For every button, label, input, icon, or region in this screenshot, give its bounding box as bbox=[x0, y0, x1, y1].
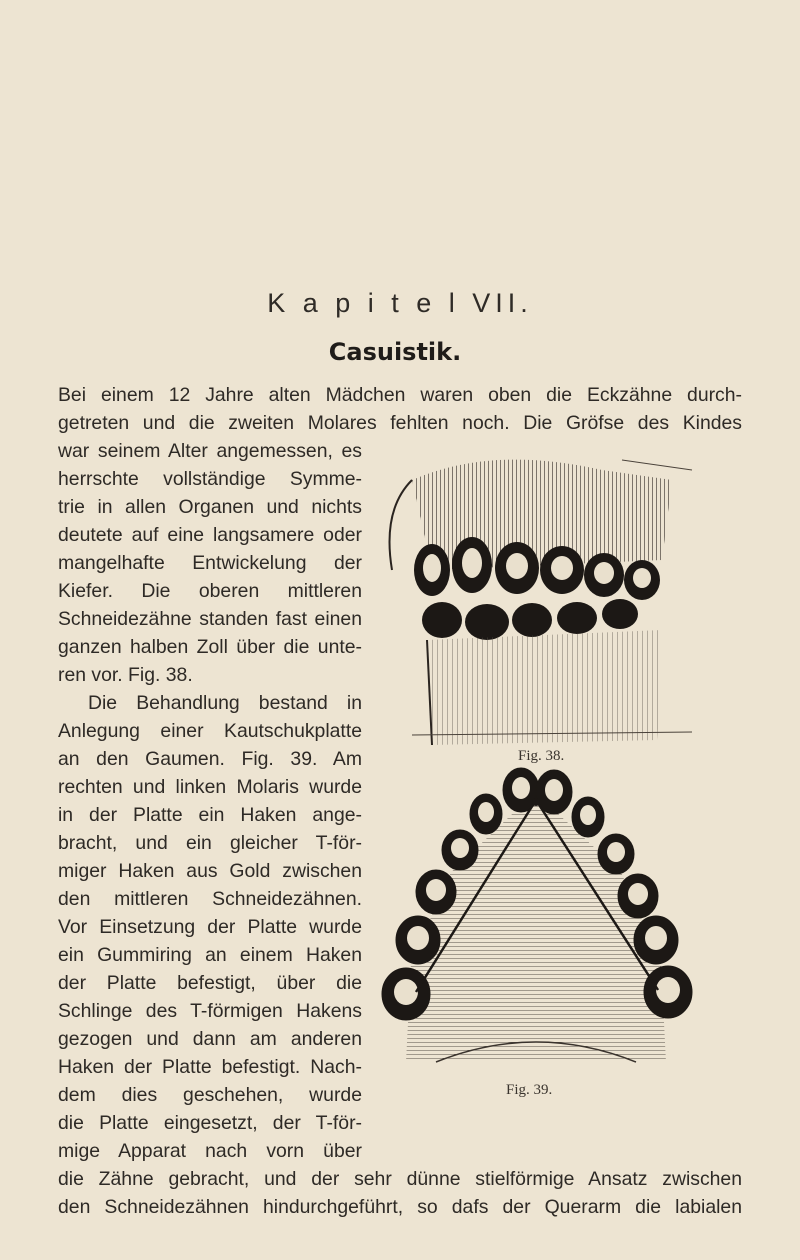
text-line: Anlegung einer Kautschukplatte bbox=[58, 720, 362, 742]
text-line: Haken der Platte befestigt. Nach- bbox=[58, 1056, 362, 1078]
text-line: Die Behandlung bestand in bbox=[88, 692, 362, 714]
text-line: den Schneidezähnen hindurchgeführt, so dafs der Querarm die labialen bbox=[58, 1196, 742, 1218]
text-line: der Platte befestigt, über die bbox=[58, 972, 362, 994]
text-line: den mittleren Schneidezähnen. bbox=[58, 888, 362, 910]
text-line: die Platte eingesetzt, der T-för- bbox=[58, 1112, 362, 1134]
text-line: ganzen halben Zoll über die unte- bbox=[58, 636, 362, 658]
fig39-caption: Fig. 39. bbox=[506, 1082, 553, 1098]
text-line: ein Gummiring an einem Haken bbox=[58, 944, 362, 966]
text-line: an den Gaumen. Fig. 39. Am bbox=[58, 748, 362, 770]
text-line: Schneidezähne standen fast einen bbox=[58, 608, 362, 630]
fig39-palatal-plate bbox=[376, 762, 694, 1084]
text-line: ren vor. Fig. 38. bbox=[58, 664, 193, 686]
text-line: rechten und linken Molaris wurde bbox=[58, 776, 362, 798]
text-line: deutete auf eine langsamere oder bbox=[58, 524, 362, 546]
text-line: Kiefer. Die oberen mittleren bbox=[58, 580, 362, 602]
text-line: bracht, und ein gleicher T-för- bbox=[58, 832, 362, 854]
text-line: mige Apparat nach vorn über bbox=[58, 1140, 362, 1162]
section-heading: Casuistik. bbox=[328, 338, 462, 366]
text-line: gezogen und dann am anderen bbox=[58, 1028, 362, 1050]
text-line: die Zähne gebracht, und der sehr dünne stielförmige Ansatz zwischen bbox=[58, 1168, 742, 1190]
text-line: trie in allen Organen und nichts bbox=[58, 496, 362, 518]
text-line: Vor Einsetzung der Platte wurde bbox=[58, 916, 362, 938]
text-line: getreten und die zweiten Molares fehlten noch. Die Gröfse des Kindes bbox=[58, 412, 742, 434]
text-line: Schlinge des T-förmigen Hakens bbox=[58, 1000, 362, 1022]
fig38-dental-side-view bbox=[372, 450, 702, 750]
chapter-heading: K a p i t e l VII. bbox=[267, 288, 533, 318]
text-line: in der Platte ein Haken ange- bbox=[58, 804, 362, 826]
text-line: miger Haken aus Gold zwischen bbox=[58, 860, 362, 882]
fig38-caption: Fig. 38. bbox=[518, 748, 565, 764]
text-line: war seinem Alter angemessen, es bbox=[58, 440, 362, 462]
text-line: mangelhafte Entwickelung der bbox=[58, 552, 362, 574]
text-line: dem dies geschehen, wurde bbox=[58, 1084, 362, 1106]
text-line: Bei einem 12 Jahre alten Mädchen waren oben die Eckzähne durch- bbox=[58, 384, 742, 406]
text-line: herrschte vollständige Symme- bbox=[58, 468, 362, 490]
